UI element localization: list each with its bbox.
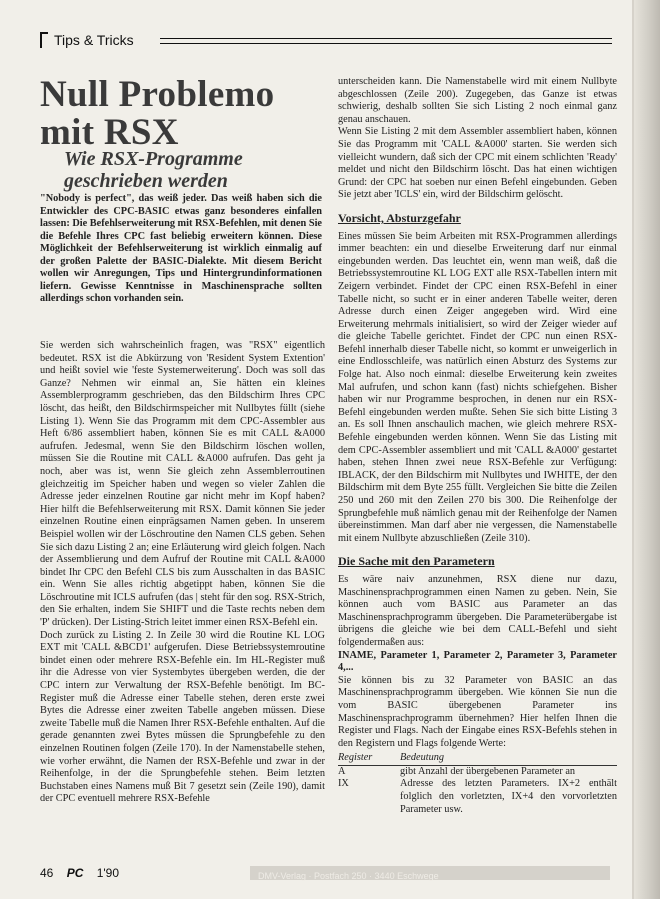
register-name: IX [338, 778, 349, 790]
left-paragraph-2: Doch zurück zu Listing 2. In Zeile 30 wird die Routine KL LOG EXT mit 'CALL &BCD1' aufgerufen. Diese Betriebssystemroutine bindet einen oder mehrere RSX-Befehle ein. Im HL-Register muß ihr die Adresse von vier Systembytes übergeben werden, die der CPC intern zur Verwaltung der RSX-Befehle benötigt. Im BC-Register muß die Adresse einer Tabelle stehen, deren erste zwei Bytes die Adresse einer zweiten Tabelle angeben müssen. Diese zweite Tabelle muß die Namen Ihrer RSX-Befehle enthalten. Auf die gerade genannten zwei Bytes müssen die Sprungbefehle zu den einzelnen Routinen folgen (Zeile 170). In der Namenstabelle stehen, wie vorher erwähnt, die Namen der RSX-Befehle und zwar in der Reihenfolge, in der die Sprungbefehle stehen. Beim letzten Buchstaben eines Namens muß Bit 7 gesetzt sein (Zeile 190), damit der CPC eventuell mehrere RSX-Befehle [40, 629, 325, 805]
section-parameters-text-a: Es wäre naiv anzunehmen, RSX diene nur dazu, Maschinensprachprogrammen einen Namen zu geben. Nein, Sie können auch vom BASIC aus Parameter an das Maschinensprachprogramm übergeben. Die Parameterübergabe ist übrigens die gleiche wie bei dem CALL-Befehl und sieht folgendermaßen aus: [338, 573, 617, 648]
subtitle-line-2: geschrieben werden [64, 170, 228, 192]
page-edge-shadow [634, 0, 660, 899]
header-corner-mark [40, 32, 48, 48]
register-meaning: gibt Anzahl der übergebenen Parameter an [400, 765, 576, 777]
right-paragraph-2: Wenn Sie Listing 2 mit dem Assembler assembliert haben, können Sie das Programm mit 'CALL &A000' starten. Sie werden sich vielleicht wundern, daß sich der CPC mit einem schlichten 'Ready' meldet und nicht den Bildschirm löscht. Das hat einen wichtigen Grund: der CPC hat soeben nur einen Befehl eingebunden. Geben Sie jetzt aber 'ICLS' ein, wird der Bildschirm gelöscht. [338, 126, 617, 201]
left-paragraph-1: Sie werden sich wahrscheinlich fragen, was "RSX" eigentlich bedeutet. RSX ist die Abkürzung von 'Resident System Extention' und heißt soviel wie 'feste Systemerweiterung'. Doch was soll das Ganze? Nehmen wir einmal an, Sie hätten ein kleines Assemblerprogramm geschrieben, das den Bildschirm Ihres CPC löscht, das heißt, den Bildschirmspeicher mit Nullbytes füllt (siehe Listing 1). Wenn Sie das Programm mit dem CPC-Assembler aus Heft 6/86 assembliert haben, können Sie es mit CALL &A000 aufrufen. Jedesmal, wenn Sie den Bildschirm löschen wollen, müssen Sie die Routine mit CALL &A000 aufrufen. Das geht ja noch, aber was ist, wenn Sie gleich zehn Assemblerroutinen gleichzeitig im Speicher haben und wegen so vieler Zahlen die Adresse jeder einzelnen Routine gar nicht mehr im Kopf haben? Hier hilft die Befehlserweiterung mit RSX. Damit können Sie jeder einzelnen Routine einen einprägsamen Namen geben. In unserem Beispiel wollen wir der Löschroutine den Namen CLS geben. Sehen Sie sich dazu Listing 2 an; eine Erläuterung wird gleich folgen. Nach der Assemblierung und dem Aufruf der Routine mit CALL &A000 bindet Ihr CPC den Befehl CLS bis zum Ausschalten in das BASIC ein. Wenn Sie alles richtig abgetippt haben, können Sie die Löschroutine mit ICLS aufrufen (das | steht für den sog. RSX-Strich, den Sie erhalten, indem Sie SHIFT und die Taste rechts neben dem 'P' drücken). Der Listing-Strich leitet immer einen RSX-Befehl ein. [40, 340, 325, 629]
section-parameters-text-b: Sie können bis zu 32 Parameter von BASIC an das Maschinensprachprogramm übergeben. Wie können Sie nun die vom BASIC übergebenen Parameter ins Maschinensprachprogramm übernehmen? Hier helfen Ihnen die Register und Flags. Nach der Eingabe eines RSX-Befehls stehen in den Registern und Flags folgende Werte: [338, 674, 617, 749]
subtitle-line-1: Wie RSX-Programme [64, 148, 243, 170]
article-title [40, 76, 274, 152]
magazine-logo: PC [66, 866, 84, 880]
right-paragraph-1: unterscheiden kann. Die Namenstabelle wird mit einem Nullbyte abgeschlossen (Zeile 200). Zugegeben, das Ganze ist etwas schwierig, deshalb sollten Sie sich Listing 2 noch einmal ganz genau anschauen. [338, 76, 617, 125]
page-number: 46 [40, 866, 54, 880]
footer-banner [250, 866, 610, 880]
register-name: A [338, 765, 346, 777]
table-row [338, 765, 617, 778]
left-column-body [40, 340, 325, 806]
register-table-header [338, 752, 617, 765]
page-edge-line [632, 0, 634, 899]
section-heading-parameters: Die Sache mit den Parametern [338, 554, 495, 569]
parameter-syntax: INAME, Parameter 1, Parameter 2, Parameter 3, Parameter 4,... [338, 649, 617, 674]
table-row [338, 778, 617, 816]
register-meaning: Adresse des letzten Parameters. IX+2 enthält folglich den vorletzten, IX+4 den vorvorletzten Parameter usw. [400, 778, 617, 815]
article-subtitle [64, 148, 243, 192]
section-heading-warning: Vorsicht, Absturzgefahr [338, 210, 461, 225]
issue-number: 1'90 [96, 866, 120, 880]
right-column-body [338, 76, 617, 816]
title-line-2: mit RSX [40, 112, 179, 153]
table-header-meaning: Bedeutung [400, 752, 617, 765]
page-footer [40, 866, 119, 880]
section-warning-text: Eines müssen Sie beim Arbeiten mit RSX-Programmen allerdings immer beachten: ein und dieselbe Erweiterung darf nur einmal eingebunden werden. Das leuchtet ein, wenn man weiß, daß die Betriebssystemroutine KL LOG EXT alle RSX-Tabellen intern mit Zeigern verbindet. Findet der CPC einen RSX-Befehl in einer Tabelle nicht, so sucht er in einer anderen Tabelle weiter, deren Adresse durch einen Zeiger angegeben wird. Wird eine Erweiterung mehrmals initialisiert, so wird der Zeiger wieder auf die gleiche Tabelle gerichtet. Findet der CPC nun einen RSX-Befehl innerhalb dieser Tabelle nicht, so kommt er unweigerlich in eine Endlosschleife, was natürlich einen Absturz des Systems zur Folge hat. Also noch einmal: dieselbe Erweiterung kein zweites Mal aufrufen, und schon kann (fast) nichts schiefgehen. Bisher haben wir nur Programme besprochen, in denen nur ein RSX-Befehl eingebunden werden mußte. Sehen Sie sich bitte Listing 3 an. Es soll Ihnen anschaulich machen, wie gleich mehrere RSX-Befehle eingebunden werden können. Wenn Sie das Listing mit dem CPC-Assembler assembliert und mit 'CALL &A000' gestartet haben, stehen Ihnen zwei neue RSX-Befehle zur Verfügung: IBLACK, der den Bildschirm mit Nullbytes und IWHITE, der den Bildschirm mit dem Byte 255 füllt. Vergleichen Sie bitte die Zeilen 250 und 260 mit den Zeilen 270 bis 300. Die Reihenfolge der Sprungbefehle muß nämlich genau mit der Reihenfolge der Namen übereinstimmen. Man darf aber nie vergessen, die Namenstabelle mit einem Nullbyte abzuschließen (Zeile 310). [338, 230, 617, 544]
title-line-1: Null Problemo [40, 74, 275, 115]
footer-banner-text: DMV-Verlag · Postfach 250 · 3440 Eschwege [258, 871, 439, 881]
table-header-register: Register [338, 752, 400, 765]
header-rule [160, 38, 612, 44]
article-lead: "Nobody is perfect", das weiß jeder. Das weiß haben sich die Entwickler des CPC-BASIC etwas ganz besonderes einfallen lassen: Die Befehlserweiterung mit RSX-Befehlen, mit denen Sie die Befehle Ihres CPC fast beliebig erweitern können. Diese Möglichkeit der Befehlserweiterung ist wirklich einmalig auf der großen Palette der BASIC-Dialekte. Mit diesem Bericht wollen wir Anregungen, Tips und Hintergrundinformationen liefern. Gewisse Kenntnisse in Maschinensprache sollten allerdings schon vorhanden sein. [40, 193, 322, 304]
section-header [40, 30, 610, 50]
register-table [338, 752, 617, 816]
section-label: Tips & Tricks [54, 32, 134, 48]
